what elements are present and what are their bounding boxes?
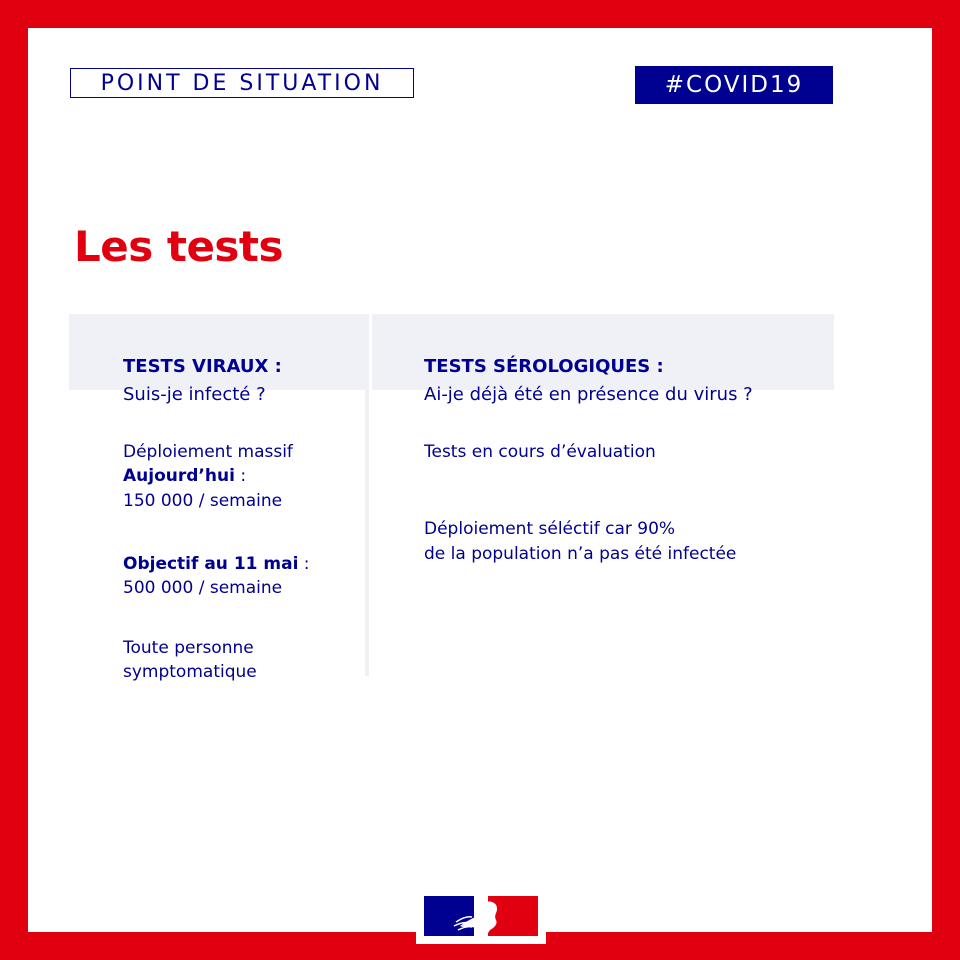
viral-line-aujourdhui xyxy=(123,464,246,489)
viral-aujourdhui-label: Aujourd’hui xyxy=(123,466,235,486)
viral-line-objectif xyxy=(123,552,310,577)
point-de-situation-label: POINT DE SITUATION xyxy=(100,70,384,96)
viral-tests-title: TESTS VIRAUX : xyxy=(123,356,282,377)
serology-line-population: de la population n’a pas été infectée xyxy=(424,544,737,564)
marianne-logo-icon xyxy=(416,888,546,944)
serology-tests-subtitle: Ai-je déjà été en présence du virus ? xyxy=(424,384,753,405)
viral-tests-subtitle: Suis-je infecté ? xyxy=(123,384,266,405)
viral-line-current-rate: 150 000 / semaine xyxy=(123,491,283,511)
viral-tests-header xyxy=(69,314,365,390)
covid19-hashtag-tag xyxy=(635,66,833,104)
viral-line-target-rate: 500 000 / semaine xyxy=(123,578,283,598)
serology-line-deploiement: Déploiement séléctif car 90% xyxy=(424,519,676,539)
viral-objectif-colon: : xyxy=(298,554,310,574)
marianne-profile-icon xyxy=(450,896,512,936)
serology-line-evaluation: Tests en cours d’évaluation xyxy=(424,442,656,462)
viral-line-deploiement: Déploiement massif xyxy=(123,442,293,462)
viral-line-symptomatique: symptomatique xyxy=(123,662,257,682)
viral-line-toute-personne: Toute personne xyxy=(123,638,254,658)
serology-tests-title: TESTS SÉROLOGIQUES : xyxy=(424,356,664,377)
serology-tests-header xyxy=(372,314,834,390)
page-title: Les tests xyxy=(74,222,284,271)
viral-aujourdhui-colon: : xyxy=(234,466,247,486)
column-divider xyxy=(365,314,369,676)
viral-objectif-label: Objectif au 11 mai xyxy=(123,554,299,574)
covid19-hashtag-label: #COVID19 xyxy=(664,72,804,98)
point-de-situation-tag xyxy=(70,68,414,98)
